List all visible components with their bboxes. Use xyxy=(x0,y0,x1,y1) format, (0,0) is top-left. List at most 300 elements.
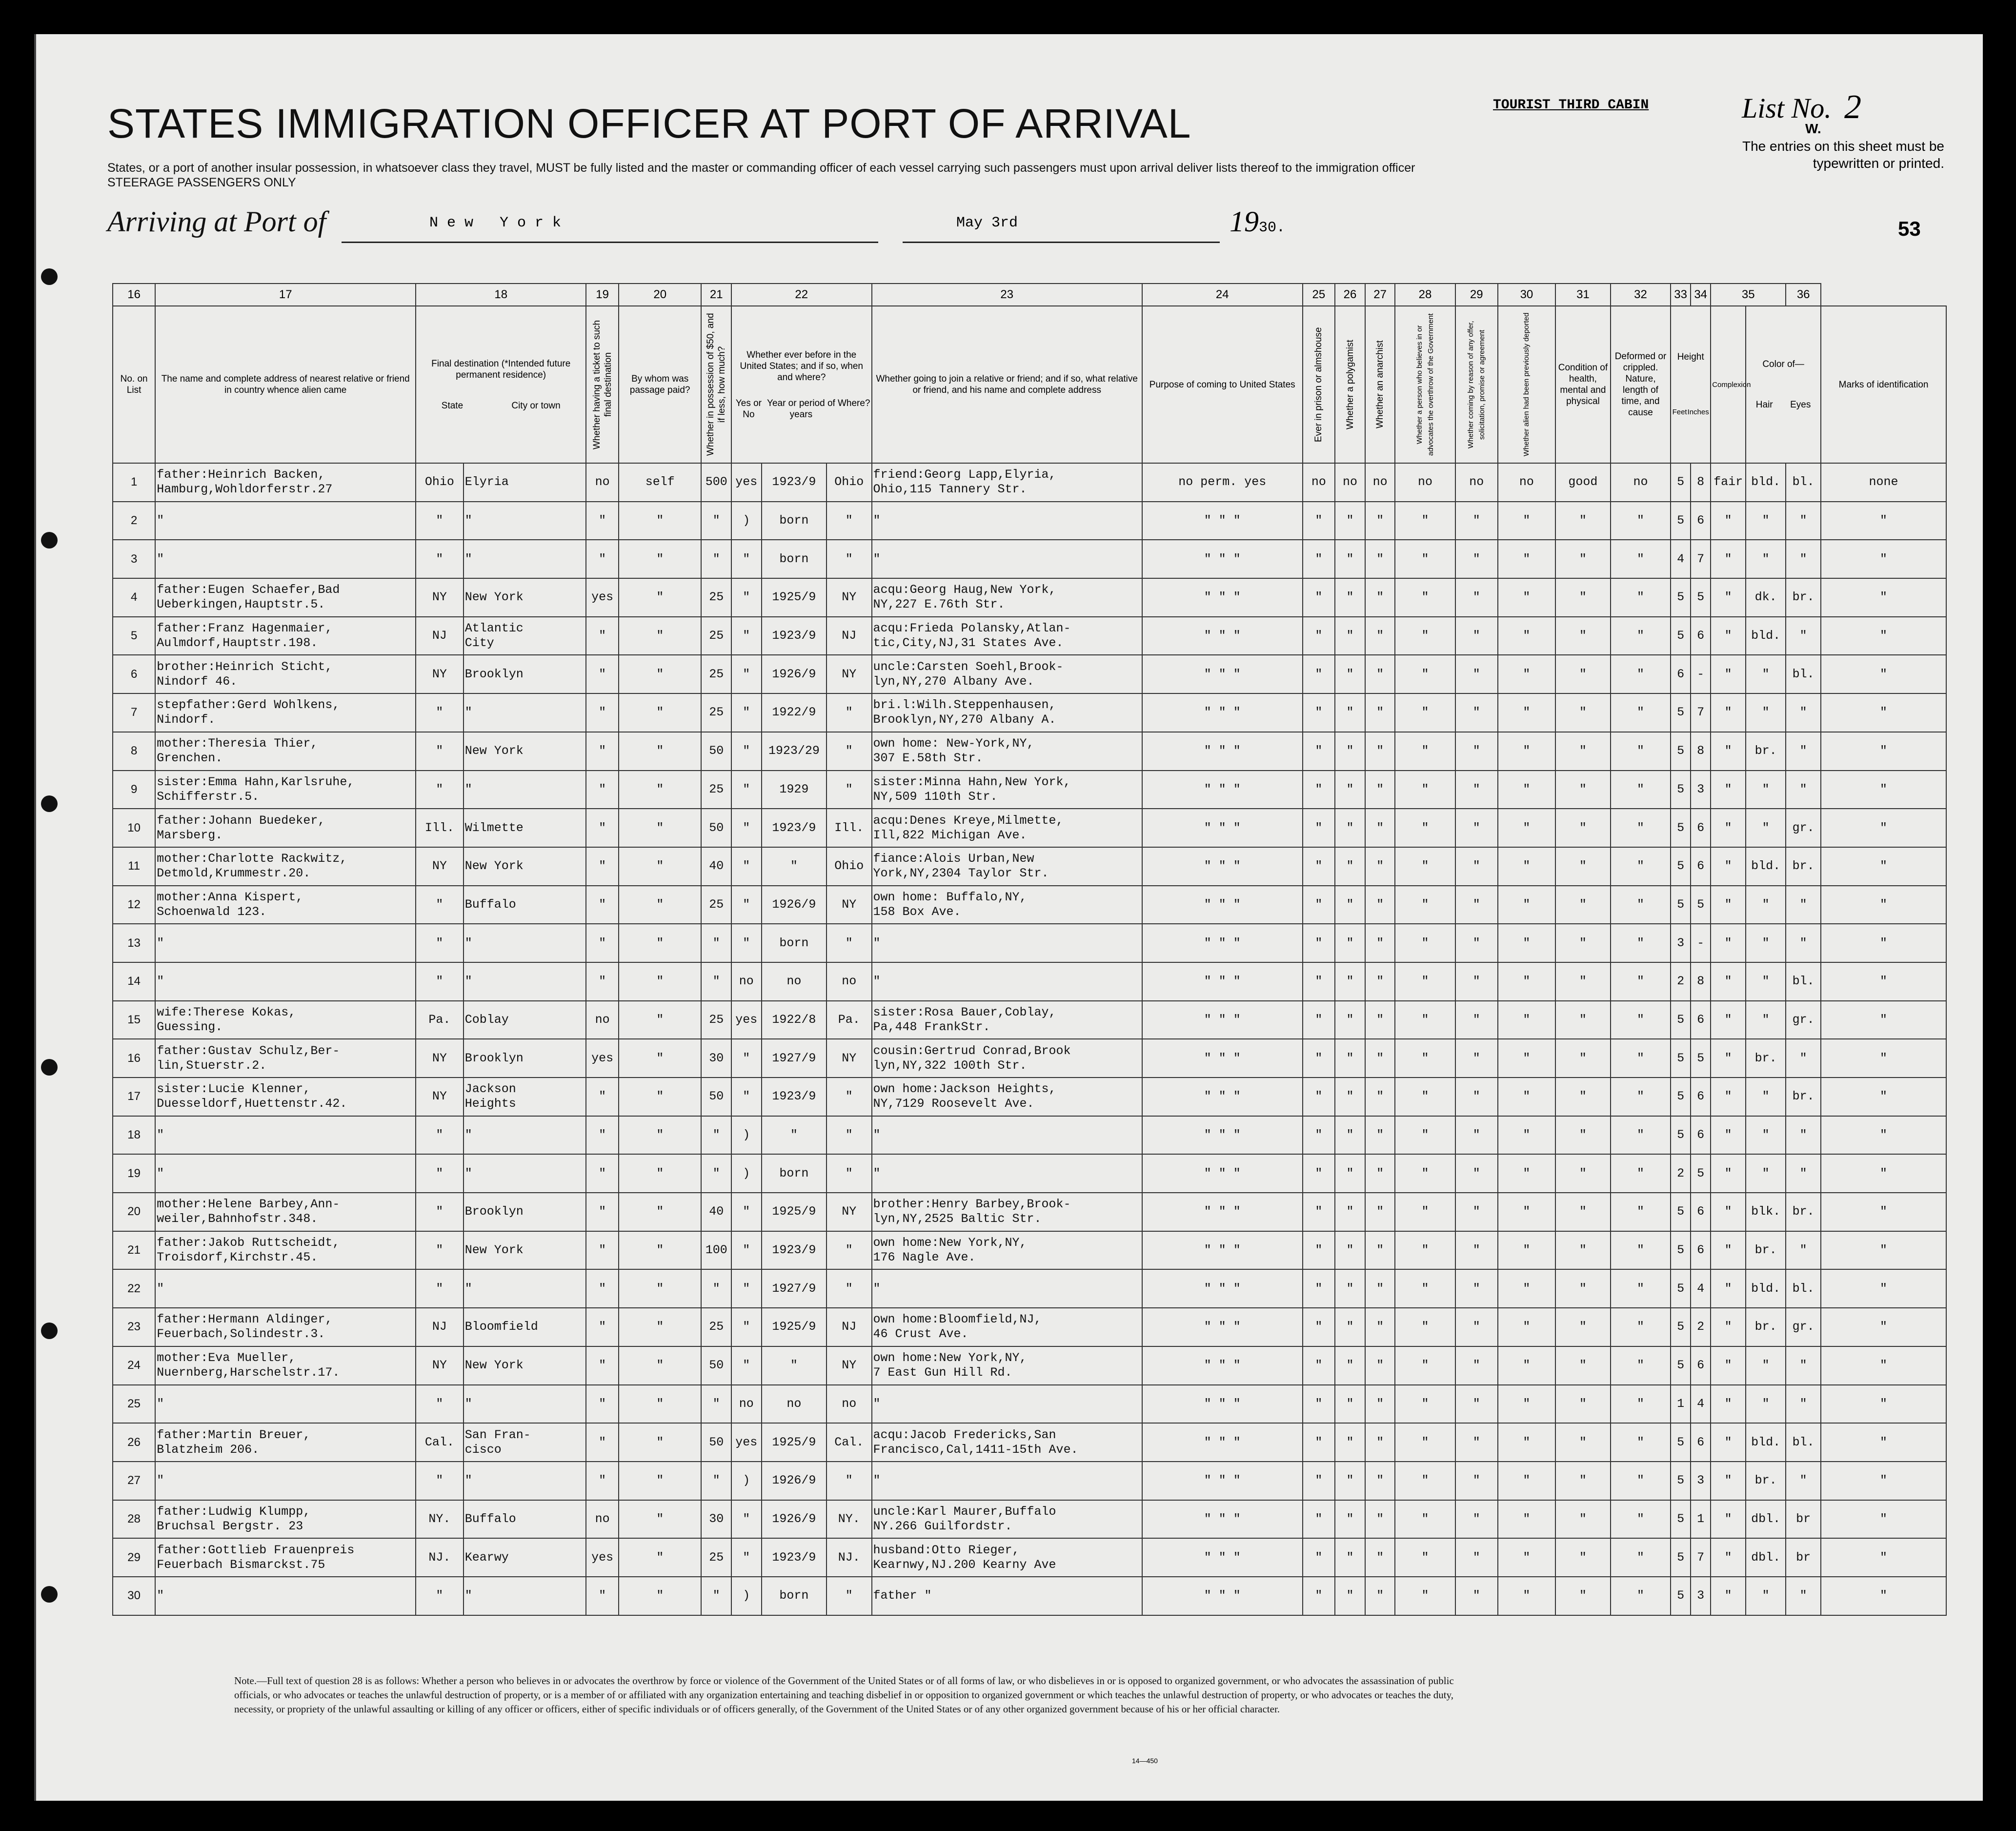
cell-c28: " xyxy=(1395,962,1455,1001)
cell-c30: " xyxy=(1498,540,1555,578)
cell-c29: " xyxy=(1455,847,1498,886)
cell-hair: bld. xyxy=(1746,617,1786,655)
cell-money: 25 xyxy=(701,1308,731,1346)
cell-join: own home:Bloomfield,NJ, 46 Crust Ave. xyxy=(872,1308,1142,1346)
cell-purpose: " " " xyxy=(1142,1385,1303,1424)
cell-c26: " xyxy=(1335,578,1365,617)
cell-where: " xyxy=(827,1116,871,1155)
cell-eyes: " xyxy=(1786,924,1821,962)
cell-join: acqu:Denes Kreye,Milmette, Ill,822 Michigan Ave. xyxy=(872,809,1142,847)
cell-city: Buffalo xyxy=(464,886,586,924)
cell-c25: " xyxy=(1303,1308,1335,1346)
cell-yn: " xyxy=(731,655,762,693)
cell-c28: " xyxy=(1395,1078,1455,1116)
heading-destination xyxy=(416,306,586,463)
cell-money: 30 xyxy=(701,1500,731,1539)
cell-ticket: " xyxy=(586,540,619,578)
cell-join: brother:Henry Barbey,Brook- lyn,NY,2525 Baltic Str. xyxy=(872,1193,1142,1231)
column-number: 33 xyxy=(1671,284,1691,306)
cell-c28: " xyxy=(1395,693,1455,732)
cell-c28: " xyxy=(1395,1231,1455,1270)
cell-money: " xyxy=(701,1116,731,1155)
cell-health: " xyxy=(1555,1078,1611,1116)
cell-c25: " xyxy=(1303,1538,1335,1577)
table-row xyxy=(113,1385,1946,1424)
cell-ticket: " xyxy=(586,1078,619,1116)
cell-join: friend:Georg Lapp,Elyria, Ohio,115 Tannery Str. xyxy=(872,463,1142,502)
cell-year: 1926/9 xyxy=(762,655,827,693)
year-field xyxy=(1230,205,1285,239)
cell-ticket: " xyxy=(586,1462,619,1500)
cell-c29: " xyxy=(1455,1193,1498,1231)
cell-deformed: " xyxy=(1611,655,1671,693)
cell-paid: " xyxy=(619,1462,701,1500)
cell-purpose: " " " xyxy=(1142,1001,1303,1039)
manifest-rows xyxy=(113,463,1946,1615)
cell-c26: " xyxy=(1335,1001,1365,1039)
cell-feet: 5 xyxy=(1671,1577,1691,1615)
cell-no: 5 xyxy=(113,617,155,655)
cell-paid: " xyxy=(619,655,701,693)
cell-inch: 4 xyxy=(1691,1269,1711,1308)
cell-ticket: " xyxy=(586,1154,619,1193)
cell-c27: no xyxy=(1365,463,1395,502)
port-underline xyxy=(342,242,878,243)
cell-ticket: " xyxy=(586,1193,619,1231)
cell-marks: " xyxy=(1821,847,1946,886)
cell-paid: " xyxy=(619,1423,701,1462)
cell-c25: " xyxy=(1303,1078,1335,1116)
cell-paid: " xyxy=(619,771,701,809)
cell-no: 27 xyxy=(113,1462,155,1500)
cell-money: 50 xyxy=(701,809,731,847)
cell-where: NY xyxy=(827,1346,871,1385)
cell-c29: " xyxy=(1455,1423,1498,1462)
cell-city: New York xyxy=(464,847,586,886)
cell-health: " xyxy=(1555,1462,1611,1500)
cell-relative: mother:Anna Kispert, Schoenwald 123. xyxy=(155,886,416,924)
cell-no: 11 xyxy=(113,847,155,886)
cell-c30: " xyxy=(1498,655,1555,693)
cell-eyes: " xyxy=(1786,1039,1821,1078)
cell-join: " xyxy=(872,1269,1142,1308)
cell-money: 25 xyxy=(701,693,731,732)
cell-feet: 4 xyxy=(1671,540,1691,578)
cell-eyes: " xyxy=(1786,1385,1821,1424)
cell-hair: br. xyxy=(1746,732,1786,771)
cell-c29: " xyxy=(1455,540,1498,578)
cell-purpose: " " " xyxy=(1142,578,1303,617)
cell-c27: " xyxy=(1365,1231,1395,1270)
cell-c26: " xyxy=(1335,924,1365,962)
cell-health: " xyxy=(1555,540,1611,578)
cell-relative: wife:Therese Kokas, Guessing. xyxy=(155,1001,416,1039)
cell-eyes: br. xyxy=(1786,1193,1821,1231)
cell-deformed: " xyxy=(1611,1346,1671,1385)
feet-label: Feet xyxy=(1672,408,1687,416)
list-suffix: W. xyxy=(1805,121,1821,136)
cell-marks: " xyxy=(1821,655,1946,693)
cell-c27: " xyxy=(1365,732,1395,771)
cell-relative: " xyxy=(155,1577,416,1615)
cell-city: " xyxy=(464,1577,586,1615)
cell-health: " xyxy=(1555,1577,1611,1615)
cell-c30: " xyxy=(1498,1346,1555,1385)
cell-hair: " xyxy=(1746,502,1786,540)
cell-c26: " xyxy=(1335,1231,1365,1270)
cell-paid: " xyxy=(619,617,701,655)
cell-purpose: " " " xyxy=(1142,886,1303,924)
cell-c27: " xyxy=(1365,1078,1395,1116)
cell-hair: " xyxy=(1746,886,1786,924)
cell-c25: no xyxy=(1303,463,1335,502)
cell-ticket: " xyxy=(586,809,619,847)
cell-marks: " xyxy=(1821,1500,1946,1539)
cell-where: " xyxy=(827,1078,871,1116)
cell-feet: 5 xyxy=(1671,1269,1691,1308)
c30-label: Whether alien had been previously deported xyxy=(1522,312,1531,457)
cell-c27: " xyxy=(1365,1538,1395,1577)
cell-c26: " xyxy=(1335,617,1365,655)
cell-purpose: " " " xyxy=(1142,1078,1303,1116)
cell-c26: " xyxy=(1335,809,1365,847)
cell-c27: " xyxy=(1365,578,1395,617)
cell-yn: " xyxy=(731,847,762,886)
cell-inch: 6 xyxy=(1691,617,1711,655)
cell-relative: father:Heinrich Backen, Hamburg,Wohldorferstr.27 xyxy=(155,463,416,502)
cell-c30: " xyxy=(1498,732,1555,771)
cell-marks: " xyxy=(1821,1193,1946,1231)
cell-c30: " xyxy=(1498,1500,1555,1539)
cell-inch: 1 xyxy=(1691,1500,1711,1539)
cell-c30: " xyxy=(1498,502,1555,540)
cell-c27: " xyxy=(1365,540,1395,578)
date-underline xyxy=(903,242,1220,243)
cell-deformed: " xyxy=(1611,962,1671,1001)
cell-inch: 5 xyxy=(1691,886,1711,924)
cell-paid: " xyxy=(619,1269,701,1308)
cell-c25: " xyxy=(1303,847,1335,886)
cell-c30: " xyxy=(1498,809,1555,847)
cell-feet: 5 xyxy=(1671,886,1691,924)
cell-marks: " xyxy=(1821,1001,1946,1039)
cell-purpose: " " " xyxy=(1142,655,1303,693)
cell-marks: " xyxy=(1821,924,1946,962)
cell-city: " xyxy=(464,1154,586,1193)
cell-feet: 5 xyxy=(1671,1423,1691,1462)
cell-c27: " xyxy=(1365,847,1395,886)
cell-no: 28 xyxy=(113,1500,155,1539)
cell-paid: " xyxy=(619,1193,701,1231)
cell-purpose: " " " xyxy=(1142,693,1303,732)
cell-c25: " xyxy=(1303,1385,1335,1424)
cell-c28: " xyxy=(1395,771,1455,809)
cell-money: " xyxy=(701,924,731,962)
cell-no: 17 xyxy=(113,1078,155,1116)
cell-paid: " xyxy=(619,886,701,924)
cell-marks: " xyxy=(1821,1116,1946,1155)
cell-deformed: " xyxy=(1611,540,1671,578)
cell-yn: ) xyxy=(731,1154,762,1193)
list-number: 2 xyxy=(1844,88,1861,126)
cell-year: born xyxy=(762,502,827,540)
cell-hair: " xyxy=(1746,540,1786,578)
cell-year: born xyxy=(762,1577,827,1615)
table-row xyxy=(113,1308,1946,1346)
cell-c30: " xyxy=(1498,1231,1555,1270)
cell-yn: " xyxy=(731,1538,762,1577)
cell-marks: " xyxy=(1821,1538,1946,1577)
cell-comp: fair xyxy=(1711,463,1746,502)
date-value: May 3rd xyxy=(956,215,1018,231)
cell-comp: " xyxy=(1711,1078,1746,1116)
cell-no: 4 xyxy=(113,578,155,617)
cell-c29: " xyxy=(1455,1231,1498,1270)
cell-yn: " xyxy=(731,886,762,924)
steerage-label: STEERAGE PASSENGERS ONLY xyxy=(107,176,296,189)
cell-relative: stepfather:Gerd Wohlkens, Nindorf. xyxy=(155,693,416,732)
cell-c30: " xyxy=(1498,847,1555,886)
cell-hair: " xyxy=(1746,924,1786,962)
cell-comp: " xyxy=(1711,1269,1746,1308)
cell-c29: " xyxy=(1455,1346,1498,1385)
cell-c26: " xyxy=(1335,655,1365,693)
table-row xyxy=(113,502,1946,540)
cell-money: " xyxy=(701,1154,731,1193)
cell-year: 1926/9 xyxy=(762,1462,827,1500)
arriving-label: Arriving at Port of xyxy=(107,205,326,238)
cell-marks: " xyxy=(1821,1385,1946,1424)
cell-c27: " xyxy=(1365,1116,1395,1155)
cell-c29: " xyxy=(1455,886,1498,924)
cell-yn: ) xyxy=(731,1577,762,1615)
cell-join: fiance:Alois Urban,New York,NY,2304 Taylor Str. xyxy=(872,847,1142,886)
cell-paid: " xyxy=(619,1500,701,1539)
cell-where: " xyxy=(827,1154,871,1193)
heading-c26 xyxy=(1335,306,1365,463)
cell-feet: 5 xyxy=(1671,1001,1691,1039)
cell-deformed: " xyxy=(1611,1538,1671,1577)
cell-year: 1925/9 xyxy=(762,578,827,617)
cell-c30: " xyxy=(1498,1078,1555,1116)
cell-paid: self xyxy=(619,463,701,502)
cell-c30: " xyxy=(1498,617,1555,655)
cell-paid: " xyxy=(619,1577,701,1615)
cell-yn: " xyxy=(731,1269,762,1308)
cell-yn: " xyxy=(731,1231,762,1270)
page-number: 53 xyxy=(1898,217,1921,240)
port-value: New York xyxy=(429,215,570,231)
entries-note: The entries on this sheet must be typewritten or printed. xyxy=(1742,139,1944,171)
table-row xyxy=(113,847,1946,886)
cell-where: " xyxy=(827,732,871,771)
cell-health: " xyxy=(1555,1385,1611,1424)
cell-inch: 6 xyxy=(1691,1078,1711,1116)
cell-no: 13 xyxy=(113,924,155,962)
cell-paid: " xyxy=(619,732,701,771)
cell-health: good xyxy=(1555,463,1611,502)
cell-year: born xyxy=(762,540,827,578)
cell-c29: " xyxy=(1455,1039,1498,1078)
cell-join: " xyxy=(872,502,1142,540)
table-row xyxy=(113,1039,1946,1078)
cell-purpose: " " " xyxy=(1142,962,1303,1001)
cell-c28: " xyxy=(1395,1154,1455,1193)
cell-yn: " xyxy=(731,617,762,655)
cell-inch: 4 xyxy=(1691,1385,1711,1424)
cell-money: 40 xyxy=(701,847,731,886)
cell-c25: " xyxy=(1303,924,1335,962)
heading-before xyxy=(731,306,872,463)
yesno-label: Yes or No xyxy=(735,398,762,420)
cell-state: NY xyxy=(416,578,464,617)
column-heading-row xyxy=(113,306,1946,463)
cell-c28: " xyxy=(1395,809,1455,847)
cell-join: own home:New York,NY, 176 Nagle Ave. xyxy=(872,1231,1142,1270)
table-row xyxy=(113,1346,1946,1385)
cell-purpose: " " " xyxy=(1142,540,1303,578)
cell-c25: " xyxy=(1303,1116,1335,1155)
cell-eyes: " xyxy=(1786,1154,1821,1193)
cell-paid: " xyxy=(619,1078,701,1116)
cell-marks: " xyxy=(1821,809,1946,847)
cell-deformed: " xyxy=(1611,1078,1671,1116)
cell-deformed: " xyxy=(1611,771,1671,809)
cell-relative: mother:Theresia Thier, Grenchen. xyxy=(155,732,416,771)
cell-year: 1926/9 xyxy=(762,886,827,924)
cell-city: New York xyxy=(464,1231,586,1270)
cell-relative: " xyxy=(155,1462,416,1500)
cell-c30: " xyxy=(1498,1269,1555,1308)
cell-c29: " xyxy=(1455,1001,1498,1039)
cell-city: San Fran- cisco xyxy=(464,1423,586,1462)
cell-ticket: " xyxy=(586,1231,619,1270)
cell-inch: 5 xyxy=(1691,1039,1711,1078)
cell-c27: " xyxy=(1365,771,1395,809)
cell-where: " xyxy=(827,1231,871,1270)
cell-health: " xyxy=(1555,1346,1611,1385)
cell-ticket: " xyxy=(586,617,619,655)
heading-c25 xyxy=(1303,306,1335,463)
cell-city: " xyxy=(464,502,586,540)
cell-c26: " xyxy=(1335,693,1365,732)
cell-c27: " xyxy=(1365,502,1395,540)
heading-c28 xyxy=(1395,306,1455,463)
cell-year: no xyxy=(762,1385,827,1424)
cell-money: 25 xyxy=(701,1538,731,1577)
cell-purpose: " " " xyxy=(1142,1231,1303,1270)
cell-ticket: " xyxy=(586,886,619,924)
table-row xyxy=(113,655,1946,693)
cell-money: " xyxy=(701,1577,731,1615)
cell-purpose: " " " xyxy=(1142,1577,1303,1615)
cell-c27: " xyxy=(1365,1577,1395,1615)
cell-health: " xyxy=(1555,693,1611,732)
cell-state: " xyxy=(416,1385,464,1424)
cell-deformed: " xyxy=(1611,886,1671,924)
cell-where: NJ xyxy=(827,617,871,655)
column-number: 19 xyxy=(586,284,619,306)
cell-relative: " xyxy=(155,962,416,1001)
ticket-label: Whether having a ticket to such final destination xyxy=(591,320,613,449)
heading-money xyxy=(701,306,731,463)
cell-inch: 2 xyxy=(1691,1308,1711,1346)
cell-inch: 3 xyxy=(1691,771,1711,809)
cell-feet: 5 xyxy=(1671,1538,1691,1577)
cell-inch: 6 xyxy=(1691,1116,1711,1155)
cell-deformed: " xyxy=(1611,1269,1671,1308)
cell-deformed: " xyxy=(1611,1385,1671,1424)
cell-no: 12 xyxy=(113,886,155,924)
cell-join: bri.l:Wilh.Steppenhausen, Brooklyn,NY,270 Albany A. xyxy=(872,693,1142,732)
cell-c27: " xyxy=(1365,1193,1395,1231)
cell-deformed: no xyxy=(1611,463,1671,502)
cell-state: " xyxy=(416,1269,464,1308)
list-label: List No. xyxy=(1742,92,1832,124)
table-row xyxy=(113,1193,1946,1231)
cell-health: " xyxy=(1555,655,1611,693)
cell-where: Cal. xyxy=(827,1423,871,1462)
cell-no: 10 xyxy=(113,809,155,847)
cell-purpose: no perm. yes xyxy=(1142,463,1303,502)
cell-deformed: " xyxy=(1611,1577,1671,1615)
cell-inch: 6 xyxy=(1691,809,1711,847)
cell-c25: " xyxy=(1303,655,1335,693)
cell-marks: " xyxy=(1821,693,1946,732)
heading-marks: Marks of identification xyxy=(1821,306,1946,463)
cell-hair: dk. xyxy=(1746,578,1786,617)
cell-deformed: " xyxy=(1611,578,1671,617)
cell-no: 15 xyxy=(113,1001,155,1039)
cell-c30: " xyxy=(1498,1462,1555,1500)
cell-eyes: " xyxy=(1786,502,1821,540)
table-row xyxy=(113,1538,1946,1577)
column-number: 34 xyxy=(1691,284,1711,306)
cell-state: " xyxy=(416,1577,464,1615)
cell-money: 25 xyxy=(701,617,731,655)
cell-eyes: " xyxy=(1786,693,1821,732)
cell-c26: " xyxy=(1335,1577,1365,1615)
cell-c27: " xyxy=(1365,617,1395,655)
column-number: 18 xyxy=(416,284,586,306)
cell-c25: " xyxy=(1303,1231,1335,1270)
cell-paid: " xyxy=(619,502,701,540)
cell-c25: " xyxy=(1303,1577,1335,1615)
cell-comp: " xyxy=(1711,1193,1746,1231)
table-row xyxy=(113,1154,1946,1193)
cell-city: Coblay xyxy=(464,1001,586,1039)
cell-relative: " xyxy=(155,924,416,962)
cell-year: born xyxy=(762,1154,827,1193)
cell-c25: " xyxy=(1303,809,1335,847)
cell-health: " xyxy=(1555,1193,1611,1231)
cell-join: own home: New-York,NY, 307 E.58th Str. xyxy=(872,732,1142,771)
cell-city: New York xyxy=(464,578,586,617)
cell-comp: " xyxy=(1711,617,1746,655)
cell-eyes: gr. xyxy=(1786,809,1821,847)
column-number: 16 xyxy=(113,284,155,306)
cell-hair: " xyxy=(1746,809,1786,847)
cell-c26: " xyxy=(1335,962,1365,1001)
cell-state: " xyxy=(416,1116,464,1155)
cell-no: 20 xyxy=(113,1193,155,1231)
cell-relative: father:Eugen Schaefer,Bad Ueberkingen,Hauptstr.5. xyxy=(155,578,416,617)
cell-paid: " xyxy=(619,809,701,847)
cell-city: Brooklyn xyxy=(464,655,586,693)
cell-join: " xyxy=(872,1154,1142,1193)
cell-c26: " xyxy=(1335,886,1365,924)
before-label: Whether ever before in the United States; and if so, when and where? xyxy=(740,349,863,383)
